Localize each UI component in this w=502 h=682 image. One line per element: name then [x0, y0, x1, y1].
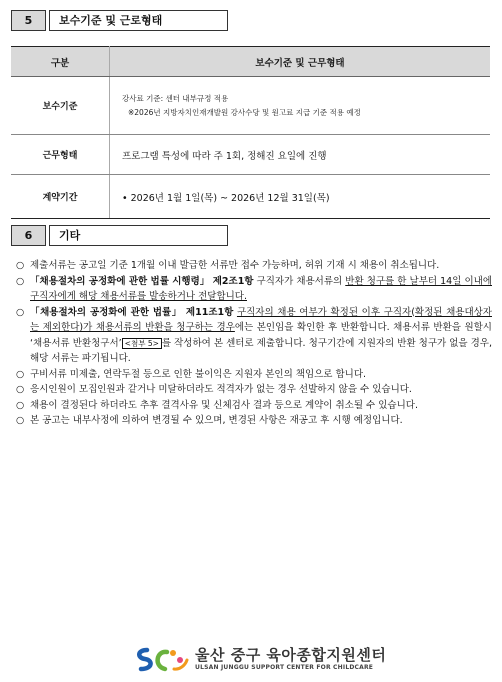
note-underlined: 반환 청구를 한 날부터 14일 이내에 구직자에게 해당 채용서류를 발송하거나 전달합니다.	[30, 275, 492, 302]
note-segment: 에는 본인임을 확인한 후 반환합니다. 채용서류 반환을 원할시 ‘채용서류 반환청구서’	[30, 322, 492, 349]
org-name-korean: 울산 중구 육아종합지원센터	[195, 645, 387, 664]
row-value	[110, 77, 491, 135]
table-header-row	[11, 47, 490, 77]
note-text: 채용이 결정된다 하더라도 추후 결격사유 및 신체검사 결과 등으로 계약이 취소될 수 있습니다.	[30, 399, 418, 411]
header-detail: 보수기준 및 근무형태	[110, 47, 491, 77]
section-title: 기타	[49, 225, 228, 246]
note-text	[30, 305, 492, 367]
section-number: 5	[11, 10, 46, 31]
note-text	[30, 274, 492, 305]
bullet: ○	[16, 275, 25, 287]
table-row	[11, 175, 490, 219]
list-item	[16, 413, 492, 429]
childcare-center-logo-icon	[133, 644, 191, 674]
bullet: ○	[16, 368, 25, 380]
note-text: 본 공고는 내부사정에 의하여 변경될 수 있으며, 변경된 사항은 재공고 후 시행 예정입니다.	[30, 415, 403, 426]
list-item	[16, 258, 492, 274]
bullet: ○	[16, 415, 25, 426]
note-text: 제출서류는 공고일 기준 1개월 이내 발급한 서류만 접수 가능하며, 허위 기재 시 채용이 취소됩니다.	[30, 260, 440, 271]
note-text: 구비서류 미제출, 연락두절 등으로 인한 불이익은 지원자 본인의 책임으로 합니다.	[30, 368, 367, 380]
list-item	[16, 398, 492, 414]
law-reference: 「채용절차의 공정화에 관한 법률 시행령」 제2조1항	[30, 275, 254, 287]
table-row	[11, 77, 490, 135]
org-name-english: ULSAN JUNGGU SUPPORT CENTER FOR CHILDCARE	[195, 663, 374, 671]
header-category: 구분	[11, 47, 110, 77]
pay-standard-line: 강사료 기준: 센터 내부규정 적용	[122, 93, 229, 103]
list-item	[16, 305, 492, 367]
row-value: 프로그램 특성에 따라 주 1회, 정해진 요일에 진행	[110, 135, 491, 175]
row-label: 근무형태	[11, 135, 110, 175]
bullet: ○	[16, 306, 25, 318]
footer-logo	[133, 644, 386, 674]
row-value: • 2026년 1월 1일(목) ~ 2026년 12월 31일(목)	[110, 175, 491, 219]
law-reference: 「채용절차의 공정화에 관한 법률」 제11조1항	[30, 306, 234, 318]
row-label: 보수기준	[11, 77, 110, 135]
list-item	[16, 274, 492, 305]
list-item	[16, 382, 492, 398]
table-row	[11, 135, 490, 175]
pay-standard-note: ※2026년 지방자치인재개발원 강사수당 및 원고료 지급 기준 적용 예정	[128, 107, 361, 117]
bullet: ○	[16, 384, 25, 395]
org-name-block	[195, 647, 386, 672]
note-text: 응시인원이 모집인원과 같거나 미달하더라도 적격자가 없는 경우 선발하지 않을 수 있습니다.	[30, 384, 412, 395]
attachment-tag: <첨부 5>	[122, 338, 162, 349]
note-segment: 를 작성하여 본 센터로 제출합니다. 청구기간에 지원자의 반환 청구가 없을 경우, 해당 서류는 파기됩니다.	[30, 337, 492, 364]
bullet: ○	[16, 399, 25, 411]
note-underlined: 구직자의 채용 여부가 확정된 이후 구직자(확정된 채용대상자는 제외한다)가 채용서류의 반환을 청구하는 경우	[30, 306, 492, 333]
section-5-header	[11, 10, 228, 31]
section-6-header	[11, 225, 228, 246]
note-segment: 구직자가 채용서류의	[253, 275, 346, 287]
bullet: ○	[16, 260, 25, 271]
section-title: 보수기준 및 근로형태	[49, 10, 228, 31]
section-number: 6	[11, 225, 46, 246]
row-label: 계약기간	[11, 175, 110, 219]
list-item	[16, 367, 492, 383]
notes-list	[16, 258, 492, 429]
pay-conditions-table	[11, 46, 490, 219]
